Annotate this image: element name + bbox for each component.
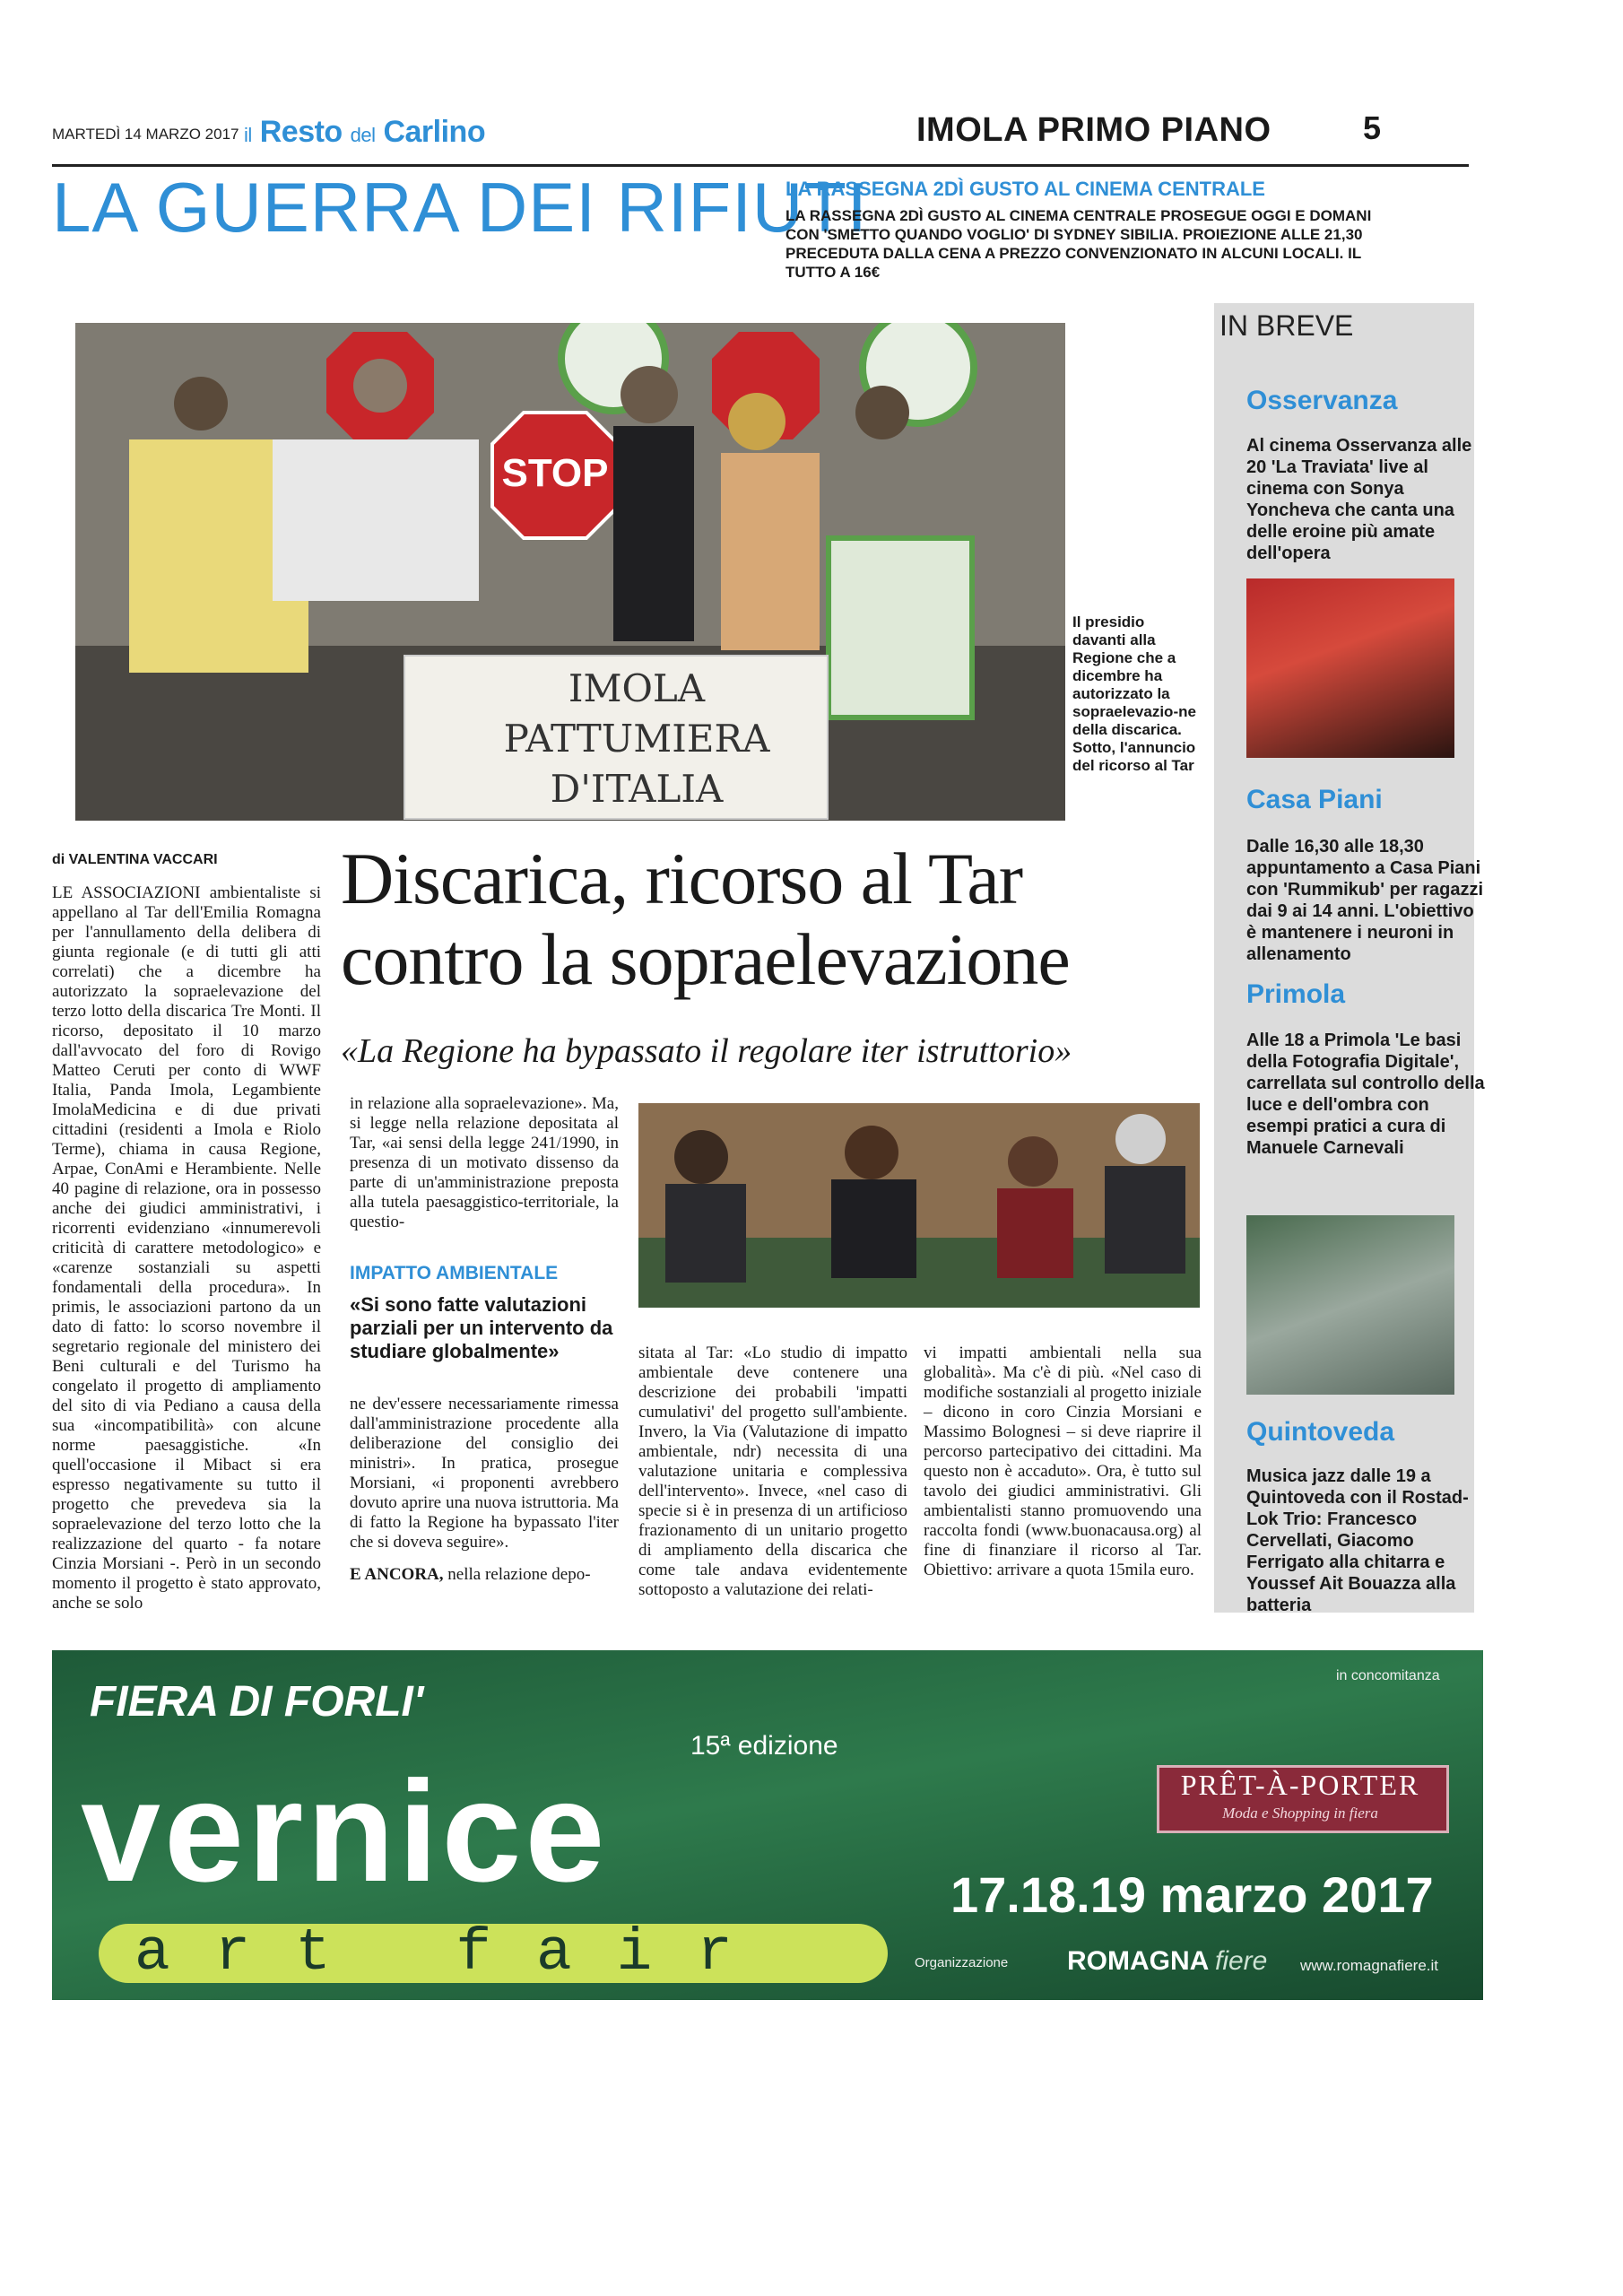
- sidebar-item-head-primola: Primola: [1246, 979, 1346, 1009]
- ad-vernice-title: vernice: [81, 1751, 609, 1911]
- sidebar-item-head-quintoveda: Quintoveda: [1246, 1417, 1395, 1447]
- photo-caption: Il presidio davanti alla Regione che a dicembre ha autorizzato la sopraelevazio-ne della discarica. Sotto, l'annuncio del ricorso al Tar: [1072, 613, 1196, 774]
- sidebar-item-body-primola: Alle 18 a Primola 'Le basi della Fotografia Digitale', carrellata sul controllo della luce e dell'ombra con esempi pratici a cura di Manuele Carnevali: [1246, 1031, 1485, 1158]
- ad-artfair-text: art fair: [135, 1919, 777, 1987]
- article-column-4: vi impatti ambientali nella sua globalità». Ma c'è di più. «Nel caso di modifiche sostanziali al progetto iniziale – dicono in coro Cinzia Morsiani e Massimo Bolognesi – si deve riaprire il percorso partecipativo dei cittadini. Ma questo non è accaduto». Ora, è tutto sul tavolo dei giudici amministrativi. Gli ambientalisti stanno promuovendo una raccolta fondi (www.buonacausa.org) al fine di finanziare il ricorso al Tar. Obiettivo: arrivare a quota 15mila euro.: [924, 1344, 1202, 1579]
- headline: Discarica, ricorso al Tar contro la sopraelevazione: [341, 838, 1070, 1000]
- ad-concomitanza: in concomitanza: [1336, 1668, 1440, 1683]
- impact-quote: «Si sono fatte valutazioni parziali per un intervento da studiare globalmente»: [350, 1293, 613, 1362]
- sign-line-1: IMOLA: [568, 666, 706, 710]
- ad-dates: 17.18.19 marzo 2017: [950, 1866, 1434, 1923]
- logo-carlino: Carlino: [383, 115, 486, 149]
- svg-text:STOP: STOP: [501, 451, 609, 495]
- ad-fiere: fiere: [1215, 1946, 1268, 1976]
- sign-line-2: PATTUMIERA: [503, 717, 770, 761]
- ad-romagna: ROMAGNA: [1067, 1946, 1210, 1976]
- ad-organizzazione: Organizzazione: [915, 1955, 1009, 1970]
- article-column-3: sitata al Tar: «Lo studio di impatto ambientale deve contenere una descrizione dei probabili 'impatti cumulativi' del progetto sull'ambiente. Invero, la Via (Valutazione di impatto ambientale, ndr) necessita di una valutazione unitaria e complessiva dell'intervento». Invece, «nel caso di specie si è in presenza di un artificioso frazionamento di un unitario progetto di ampliamento della discarica che come tale andava evidentemente sottoposto a valutazione dei relati-: [638, 1344, 907, 1599]
- press-conference-photo-art: [638, 1103, 1200, 1308]
- cinema-notice-body: LA RASSEGNA 2DÌ GUSTO AL CINEMA CENTRALE PROSEGUE OGGI E DOMANI CON 'SMETTO QUANDO VOGLIO' DI SYDNEY SIBILIA. PROIEZIONE ALLE 21,30 PRECEDUTA DALLA CENA A PREZZO CONVENZIONATO IN ALCUNI LOCALI. IL TUTTO A 16€: [785, 207, 1372, 281]
- logo-resto: Resto: [259, 115, 343, 149]
- sidebar-item-head-osservanza: Osservanza: [1246, 386, 1398, 415]
- article-column-2b-text: ne dev'essere necessariamente rimessa dall'amministrazione procedente alla deliberazione del consiglio dei ministri». In pratica, prosegue Morsiani, «i proponenti avrebbero dovuto aprire una nuova istruttoria. Ma di fatto la Regione ha bypassato l'iter che si doveva seguire».: [350, 1395, 619, 1552]
- article-column-2b: [350, 1395, 619, 1585]
- page-kicker: LA GUERRA DEI RIFIUTI: [52, 168, 868, 247]
- sidebar-item-body-quintoveda: Musica jazz dalle 19 a Quintoveda con il Rostad-Lok Trio: Francesco Cervellati, Giacomo Ferrigato alla chitarra e Youssef Ait Bouazza alla batteria: [1246, 1466, 1469, 1615]
- logo-il: il: [244, 124, 252, 146]
- section-title: IMOLA PRIMO PIANO: [916, 111, 1271, 149]
- article-column-2c-lead: E ANCORA,: [350, 1565, 444, 1584]
- cinema-notice: [785, 178, 1404, 282]
- subheadline: «La Regione ha bypassato il regolare iter istruttorio»: [341, 1032, 1072, 1070]
- issue-date: MARTEDÌ 14 MARZO 2017: [52, 126, 239, 143]
- camera-photo: [1246, 1215, 1454, 1395]
- ad-edition: 15ª edizione: [690, 1731, 838, 1761]
- cinema-notice-title: LA RASSEGNA 2DÌ GUSTO AL CINEMA CENTRALE: [785, 178, 1265, 200]
- page-number: 5: [1363, 109, 1382, 146]
- byline: di VALENTINA VACCARI: [52, 852, 218, 867]
- traviata-photo: [1246, 578, 1454, 758]
- press-conference-photo: [638, 1103, 1200, 1308]
- impact-title: IMPATTO AMBIENTALE: [350, 1263, 559, 1283]
- sidebar-item-body-osservanza: Al cinema Osservanza alle 20 'La Traviata' live al cinema con Sonya Yoncheva che canta una delle eroine più amate dell'opera: [1246, 436, 1472, 563]
- handwritten-sign-text: [502, 664, 771, 814]
- ad-pret-subtitle: Moda e Shopping in fiera: [1222, 1805, 1378, 1822]
- article-column-1: LE ASSOCIAZIONI ambientaliste si appellano al Tar dell'Emilia Romagna per l'annullamento della delibera di giunta regionale (e di tutti gli atti correlati) che a dicembre ha autorizzato la sopraelevazione del terzo lotto della discarica Tre Monti. Il ricorso, depositato il 10 marzo dall'avvocato del foro di Rovigo Matteo Ceruti per conto di WWF Italia, Panda Imola, Legambiente ImolaMedicina e di due privati cittadini (residenti a Imola e Riolo Terme), chiama in causa Regione, Arpae, ConAmi e Herambiente. Nelle 40 pagine di relazione, ora in possesso anche dei giudici amministrativi, i ricorrenti evidenziano «innumerevoli criticità di carattere metodologico» e «carenze sostanziali su aspetti fondamentali della procedura». In primis, le associazioni partono da un dato di fatto: lo scorso novembre il segretario regionale del ministero dei Beni culturali e del Turismo ha congelato il progetto di ampliamento del sito di via Pediano a causa della sua «incompatibilità» con alcune norme paesaggistiche. «In quell'occasione il Mibact si era espresso negativamente su tutto il progetto che prevedeva sia la sopraelevazione del terzo lotto che la realizzazione del quarto - fa notare Cinzia Morsiani -. Però in un secondo momento il progetto è stato approvato, anche se solo: [52, 883, 321, 1613]
- article-column-2c-text: nella relazione depo-: [447, 1565, 591, 1584]
- sidebar-title: IN BREVE: [1219, 309, 1354, 342]
- sidebar-item-head-casa-piani: Casa Piani: [1246, 785, 1383, 814]
- ad-url: www.romagnafiere.it: [1300, 1957, 1439, 1974]
- sidebar-item-body-casa-piani: Dalle 16,30 alle 18,30 appuntamento a Casa Piani con 'Rummikub' per ragazzi dai 9 ai 14 anni. L'obiettivo è mantenere i neuroni in allenamento: [1246, 837, 1484, 964]
- sign-line-3: D'ITALIA: [550, 767, 724, 811]
- ad-fiera-forli: FIERA DI FORLI': [90, 1678, 424, 1726]
- ad-pret-a-porter: PRÊT-À-PORTER: [1180, 1769, 1420, 1801]
- article-column-2: in relazione alla sopraelevazione». Ma, si legge nella relazione depositata al Tar, «ai sensi della legge 241/1990, in presenza di un motivato dissenso da parte di un'amministrazione preposta alla tutela paesaggistico-territoriale, la questio-: [350, 1094, 619, 1231]
- logo-del: del: [350, 124, 376, 146]
- newspaper-logo: [244, 115, 485, 150]
